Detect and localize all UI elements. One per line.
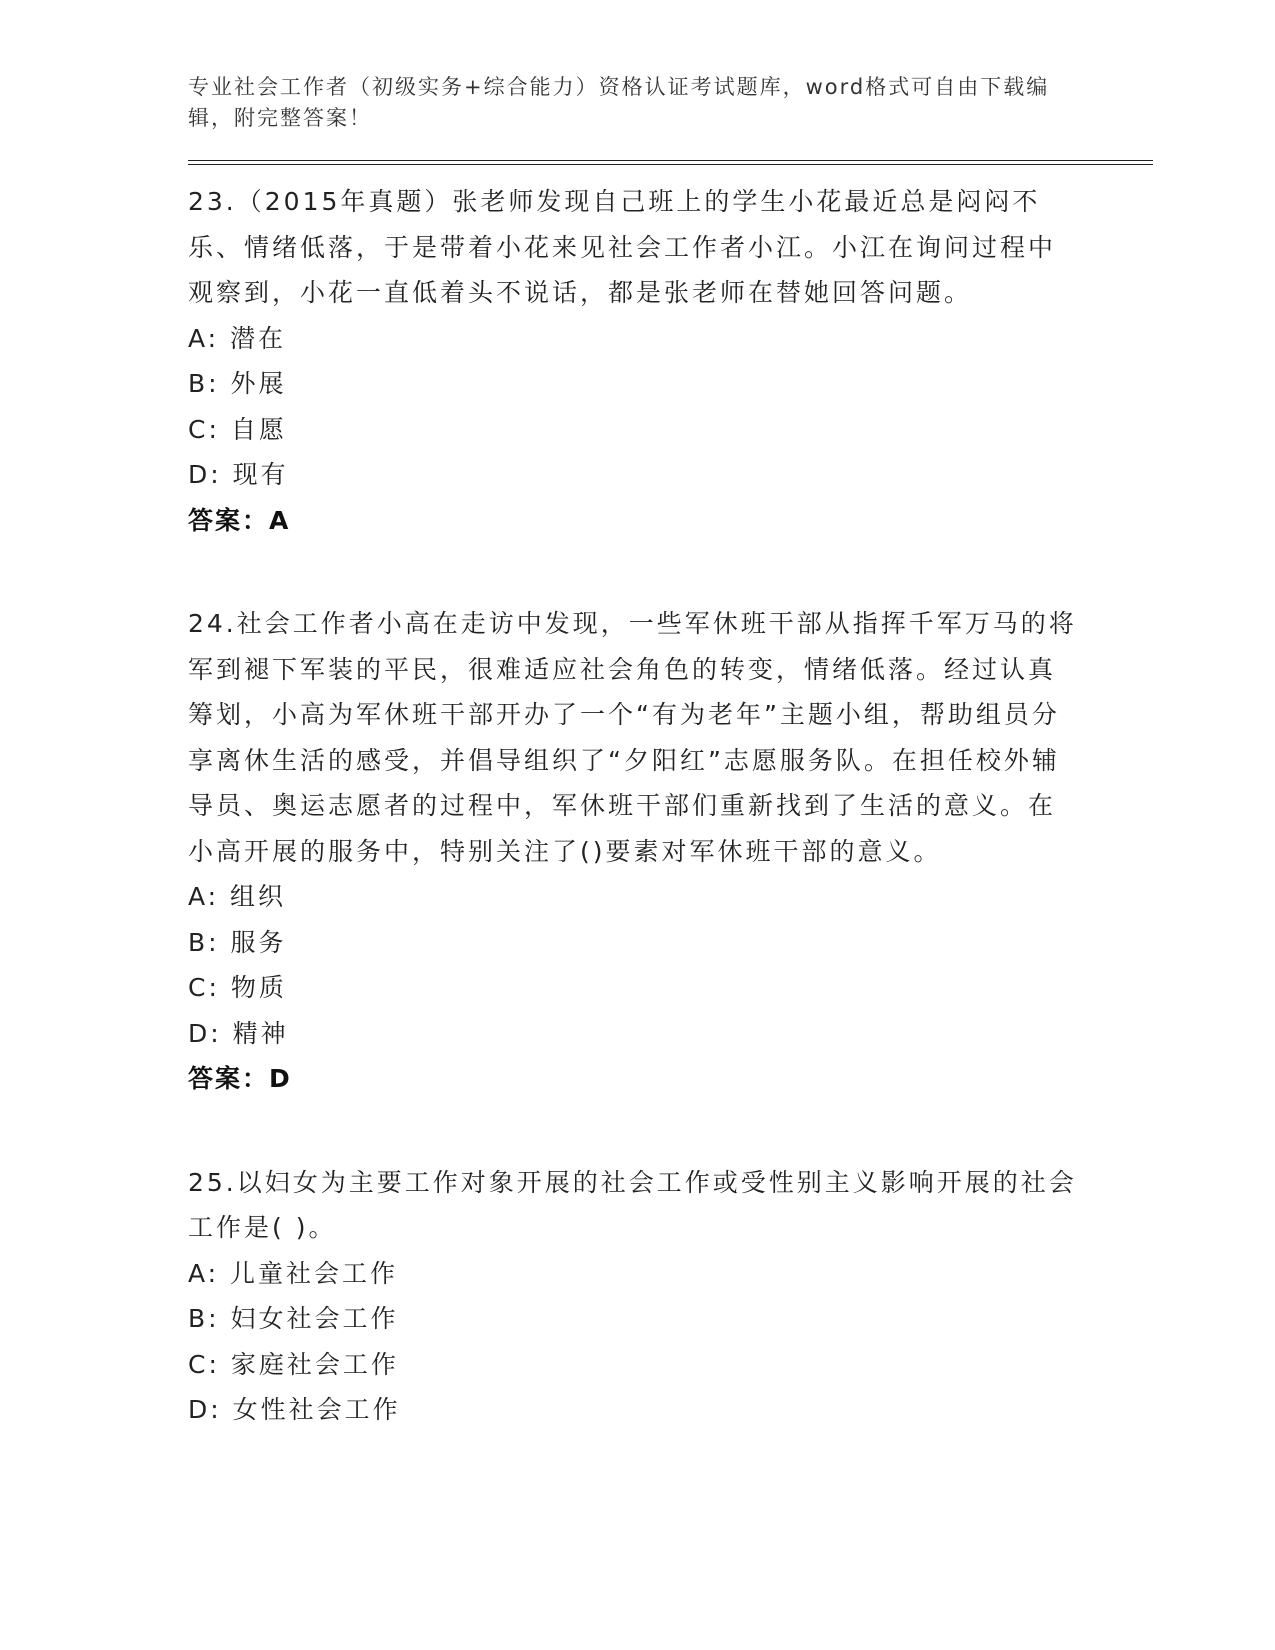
option-b: B: 服务	[188, 927, 287, 957]
header-double-rule	[188, 160, 1153, 165]
question-text: 23.（2015年真题）张老师发现自己班上的学生小花最近总是闷闷不乐、情绪低落，于是带着小花来见社会工作者小江。小江在询问过程中观察到，小花一直低着头不说话，都是张老师在替她回答问题。	[188, 187, 1057, 307]
answer-line: 答案：D	[188, 1064, 292, 1093]
option-c: C: 自愿	[188, 414, 287, 444]
question-text: 24.社会工作者小高在走访中发现，一些军休班干部从指挥千军万马的将军到褪下军装的平民，很难适应社会角色的转变，情绪低落。经过认真筹划，小高为军休班干部开办了一个“有为老年”主题小组，帮助组员分享离休生活的感受，并倡导组织了“夕阳红”志愿服务队。在担任校外辅导员、奥运志愿者的过程中，军休班干部们重新找到了生活的意义。在小高开展的服务中，特别关注了()要素对军休班干部的意义。	[188, 609, 1077, 866]
option-d: D: 精神	[188, 1018, 289, 1048]
option-a: A: 组织	[188, 882, 287, 911]
option-c: C: 家庭社会工作	[188, 1349, 399, 1379]
option-d: D: 女性社会工作	[188, 1395, 401, 1424]
option-c: C: 物质	[188, 973, 287, 1002]
question-text: 25.以妇女为主要工作对象开展的社会工作或受性别主义影响开展的社会工作是( )。	[188, 1167, 1077, 1242]
page-header: 专业社会工作者（初级实务+综合能力）资格认证考试题库，word格式可自由下载编辑，附完整答案！	[188, 75, 1050, 130]
question-24	[188, 601, 1153, 1102]
answer-line: 答案：A	[188, 505, 291, 535]
option-a: A: 潜在	[188, 323, 287, 353]
option-b: B: 外展	[188, 369, 287, 398]
document-page	[188, 72, 1153, 1433]
option-d: D: 现有	[188, 460, 289, 489]
question-23	[188, 179, 1153, 543]
option-b: B: 妇女社会工作	[188, 1304, 399, 1333]
option-a: A: 儿童社会工作	[188, 1258, 399, 1288]
question-25	[188, 1160, 1153, 1433]
